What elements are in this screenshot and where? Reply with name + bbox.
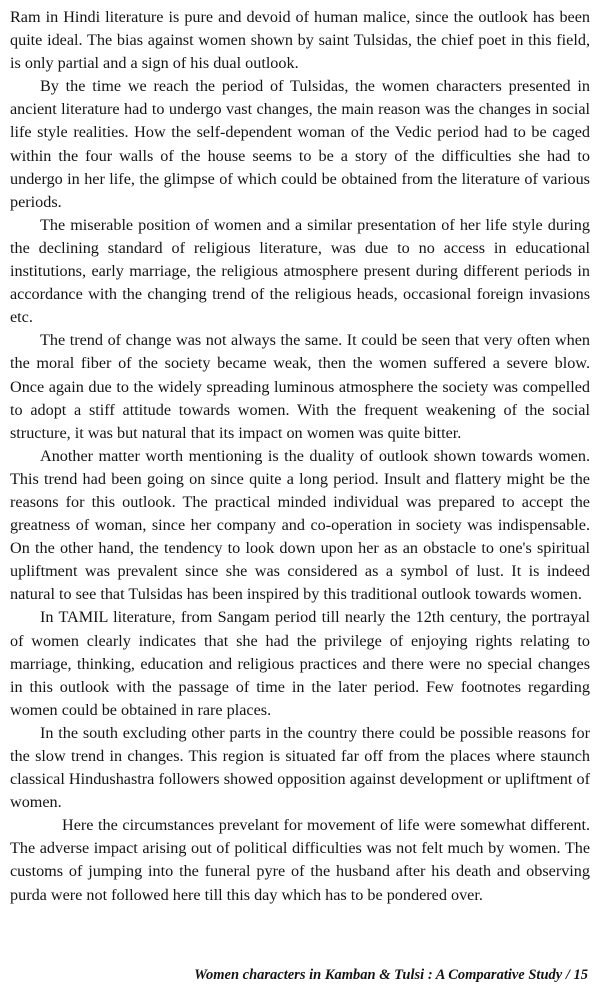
paragraph: In TAMIL literature, from Sangam period till nearly the 12th century, the portrayal of women clearly indicates that she had the privilege of enjoying rights relating to marriage, thinking, education and religious practices and there were no special changes in this outlook with the passage of time in the later period. Few footnotes regarding women could be obtained in rare places. — [10, 608, 590, 719]
paragraph: Another matter worth mentioning is the duality of outlook shown towards women. This trend had been going on since quite a long period. Insult and flattery might be the reasons for this outlook. The practical minded individual was prepared to accept the greatness of woman, since her company and co-operation in society was indispensable. On the other hand, the tendency to look down upon her as an obstacle to one's spiritual upliftment was prevalent since she was considered as a symbol of lust. It is indeed natural to see that Tulsidas has been inspired by this traditional outlook towards women. — [10, 446, 590, 604]
body-text — [10, 6, 590, 907]
paragraph: In the south excluding other parts in the country there could be possible reasons for the slow trend in changes. This region is situated far off from the places where staunch classical Hindushastra followers showed opposition against development or upliftment of women. — [10, 723, 590, 812]
paragraph: Ram in Hindi literature is pure and devoid of human malice, since the outlook has been quite ideal. The bias against women shown by saint Tulsidas, the chief poet in this field, is only partial and a sign of his dual outlook. — [10, 8, 590, 73]
paragraph: The miserable position of women and a similar presentation of her life style during the declining standard of religious literature, was due to no access in educational institutions, early marriage, the religious atmosphere present during different periods in accordance with the changing trend of the religious heads, occasional foreign invasions etc. — [10, 215, 590, 327]
running-title: Women characters in Kamban & Tulsi : A Comparative Study — [194, 967, 563, 983]
page-footer — [194, 967, 588, 984]
paragraph: By the time we reach the period of Tulsidas, the women characters presented in ancient literature had to undergo vast changes, the main reason was the changes in social life style realities. How the self-dependent woman of the Vedic period had to be caged within the four walls of the house seems to be a story of the difficulties she had to undergo in her life, the glimpse of which could be obtained from the literature of various periods. — [10, 77, 590, 211]
page-number: / 15 — [565, 967, 588, 983]
paragraph: Here the circumstances prevelant for movement of life were somewhat different. The adverse impact arising out of political difficulties was not felt much by women. The customs of jumping into the funeral pyre of the husband after his death and observing purda were not followed here till this day which has to be pondered over. — [10, 816, 590, 904]
paragraph: The trend of change was not always the same. It could be seen that very often when the moral fiber of the society became weak, then the women suffered a severe blow. Once again due to the widely spreading luminous atmosphere the society was compelled to adopt a stiff attitude towards women. With the frequent weakening of the social structure, it was but natural that its impact on women was quite bitter. — [10, 331, 590, 442]
